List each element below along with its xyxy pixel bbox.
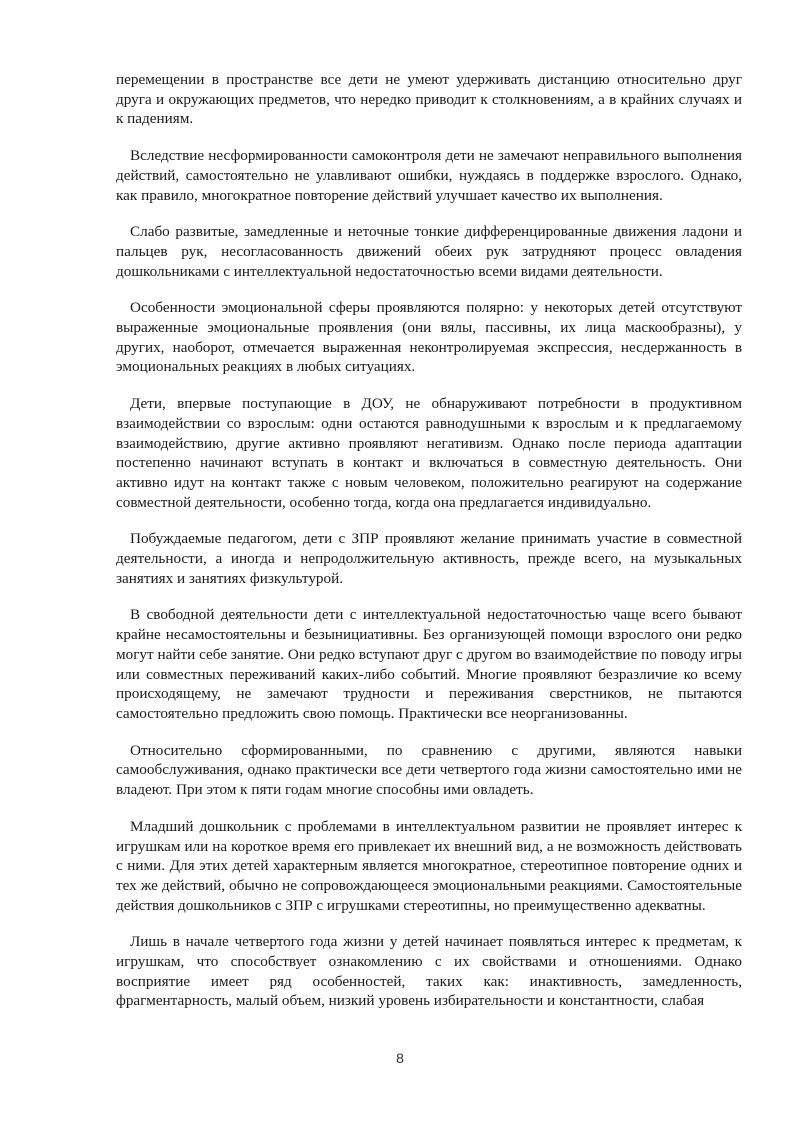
paragraph-2: Вследствие несформированности самоконтроля дети не замечают неправильного выполнения действий, самостоятельно не улавливают ошибки, нуждаясь в поддержке взрослого. Однако, как правило, многократное повторение действий улучшает качество их выполнения.	[116, 147, 742, 204]
paragraph-5: Дети, впервые поступающие в ДОУ, не обнаруживают потребности в продуктивном взаимодействии со взрослым: одни остаются равнодушными к взрослым и к предлагаемому взаимодействию, другие активно проявляют негативизм. Однако после периода адаптации постепенно начинают вступать в контакт и включаться в совместную деятельность. Они активно идут на контакт также с новым человеком, положительно реагируют на содержание совместной деятельности, особенно тогда, когда она предлагается индивидуально.	[116, 395, 742, 511]
paragraph-3: Слабо развитые, замедленные и неточные тонкие дифференцированные движения ладони и пальцев рук, несогласованность движений обеих рук затрудняют процесс овладения дошкольниками с интеллектуальной недостаточностью всеми видами деятельности.	[116, 223, 742, 280]
paragraph-1: перемещении в пространстве все дети не умеют удерживать дистанцию относительно друг друга и окружающих предметов, что нередко приводит к столкновениям, а в крайних случаях и к падениям.	[116, 71, 742, 128]
page-body	[116, 70, 742, 1028]
paragraph-4: Особенности эмоциональной сферы проявляются полярно: у некоторых детей отсутствуют выраженные эмоциональные проявления (они вялы, пассивны, их лица маскообразны), у других, наоборот, отмечается выраженная неконтролируемая экспрессия, несдержанность в эмоциональных реакциях в любых ситуациях.	[116, 299, 742, 376]
paragraph-6: Побуждаемые педагогом, дети с ЗПР проявляют желание принимать участие в совместной деятельности, а иногда и непродолжительную активность, прежде всего, на музыкальных занятиях и занятиях физкультурой.	[116, 530, 742, 587]
paragraph-9: Младший дошкольник с проблемами в интеллектуальном развитии не проявляет интерес к игрушкам или на короткое время его привлекает их внешний вид, а не возможность действовать с ними. Для этих детей характерным является многократное, стереотипное повторение одних и тех же действий, обычно не сопровождающееся эмоциональными реакциями. Самостоятельные действия дошкольников с ЗПР с игрушками стереотипны, но преимущественно адекватны.	[116, 817, 742, 914]
page-number: 8	[396, 1050, 404, 1066]
paragraph-10: Лишь в начале четвертого года жизни у детей начинает появляться интерес к предметам, к игрушкам, что способствует ознакомлению с их свойствами и отношениями. Однако восприятие имеет ряд особенностей, таких как: инактивность, замедленность, фрагментарность, малый объем, низкий уровень избирательности и константности, слабая	[116, 933, 742, 1010]
paragraph-8: Относительно сформированными, по сравнению с другими, являются навыки самообслуживания, однако практически все дети четвертого года жизни самостоятельно ими не владеют. При этом к пяти годам многие способны ими овладеть.	[116, 741, 742, 799]
paragraph-7: В свободной деятельности дети с интеллектуальной недостаточностью чаще всего бывают крайне несамостоятельны и безынициативны. Без организующей помощи взрослого они редко могут найти себе занятие. Они редко вступают друг с другом во взаимодействие по поводу игры или совместных переживаний каких-либо событий. Многие проявляют безразличие ко всему происходящему, не замечают трудности и переживания сверстников, не пытаются самостоятельно предложить свою помощь. Практически все неорганизованны.	[116, 606, 742, 722]
